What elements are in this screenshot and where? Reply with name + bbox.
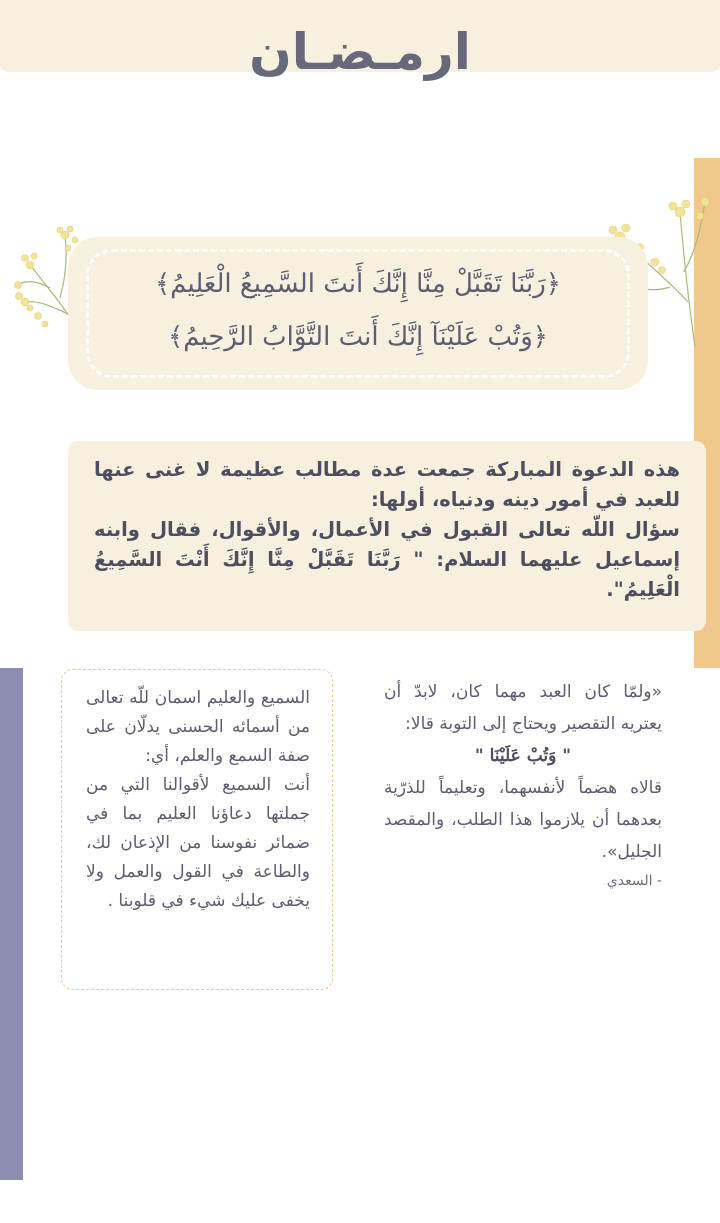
page-title: ارمـضـان <box>249 23 471 81</box>
quote-paragraph-1: «ولمّا كان العبد مهما كان، لابدّ أن يعتريه التقصير ويحتاج إلى التوبة قالا: <box>384 682 662 734</box>
names-card <box>61 669 333 990</box>
intro-text <box>94 455 680 605</box>
intro-card <box>68 441 706 631</box>
names-text <box>86 684 310 916</box>
verse-card <box>68 237 648 390</box>
intro-paragraph-2: سؤال اللّه تعالى القبول في الأعمال، والأقوال، فقال وابنه إسماعيل عليهما السلام: " رَبَّنَا تَقَبَّلْ مِنَّا إِنَّكَ أَنْتَ السَّمِيعُ الْعَلِيمُ". <box>94 518 680 601</box>
quote-verse: " وَتُبْ عَلَيْنَا " <box>474 746 572 766</box>
accent-bar-left <box>0 668 23 1180</box>
quote-source: - السعدي <box>606 873 662 889</box>
verse-line-2: ﴿وَتُبْ عَلَيْنَآ إِنَّكَ أَنتَ التَّوَّابُ الرَّحِيمُ﴾ <box>167 322 549 352</box>
quote-paragraph-2: قالاه هضماً لأنفسهما، وتعليماً للذرّية بعدهما أن يلازموا هذا الطلب، والمقصد الجليل». <box>384 778 662 862</box>
verse-line-1: ﴿رَبَّنَا تَقَبَّلْ مِنَّا إِنَّكَ أَنتَ السَّمِيعُ الْعَلِيمُ﴾ <box>154 269 562 299</box>
names-paragraph-2: أنت السميع لأقوالنا التي من جملتها دعاؤنا العليم بما في ضمائر نفوسنا من الإذعان لك، والطاعة في القول والعمل ولا يخفى عليك شيء في قلوبنا . <box>86 775 310 911</box>
quote-column <box>384 676 662 894</box>
intro-paragraph-1: هذه الدعوة المباركة جمعت عدة مطالب عظيمة لا غنى عنها للعبد في أمور دينه ودنياه، أولها: <box>94 458 680 511</box>
names-paragraph-1: السميع والعليم اسمان للّه تعالى من أسمائه الحسنى يدلّان على صفة السمع والعلم، أي: <box>86 688 310 766</box>
